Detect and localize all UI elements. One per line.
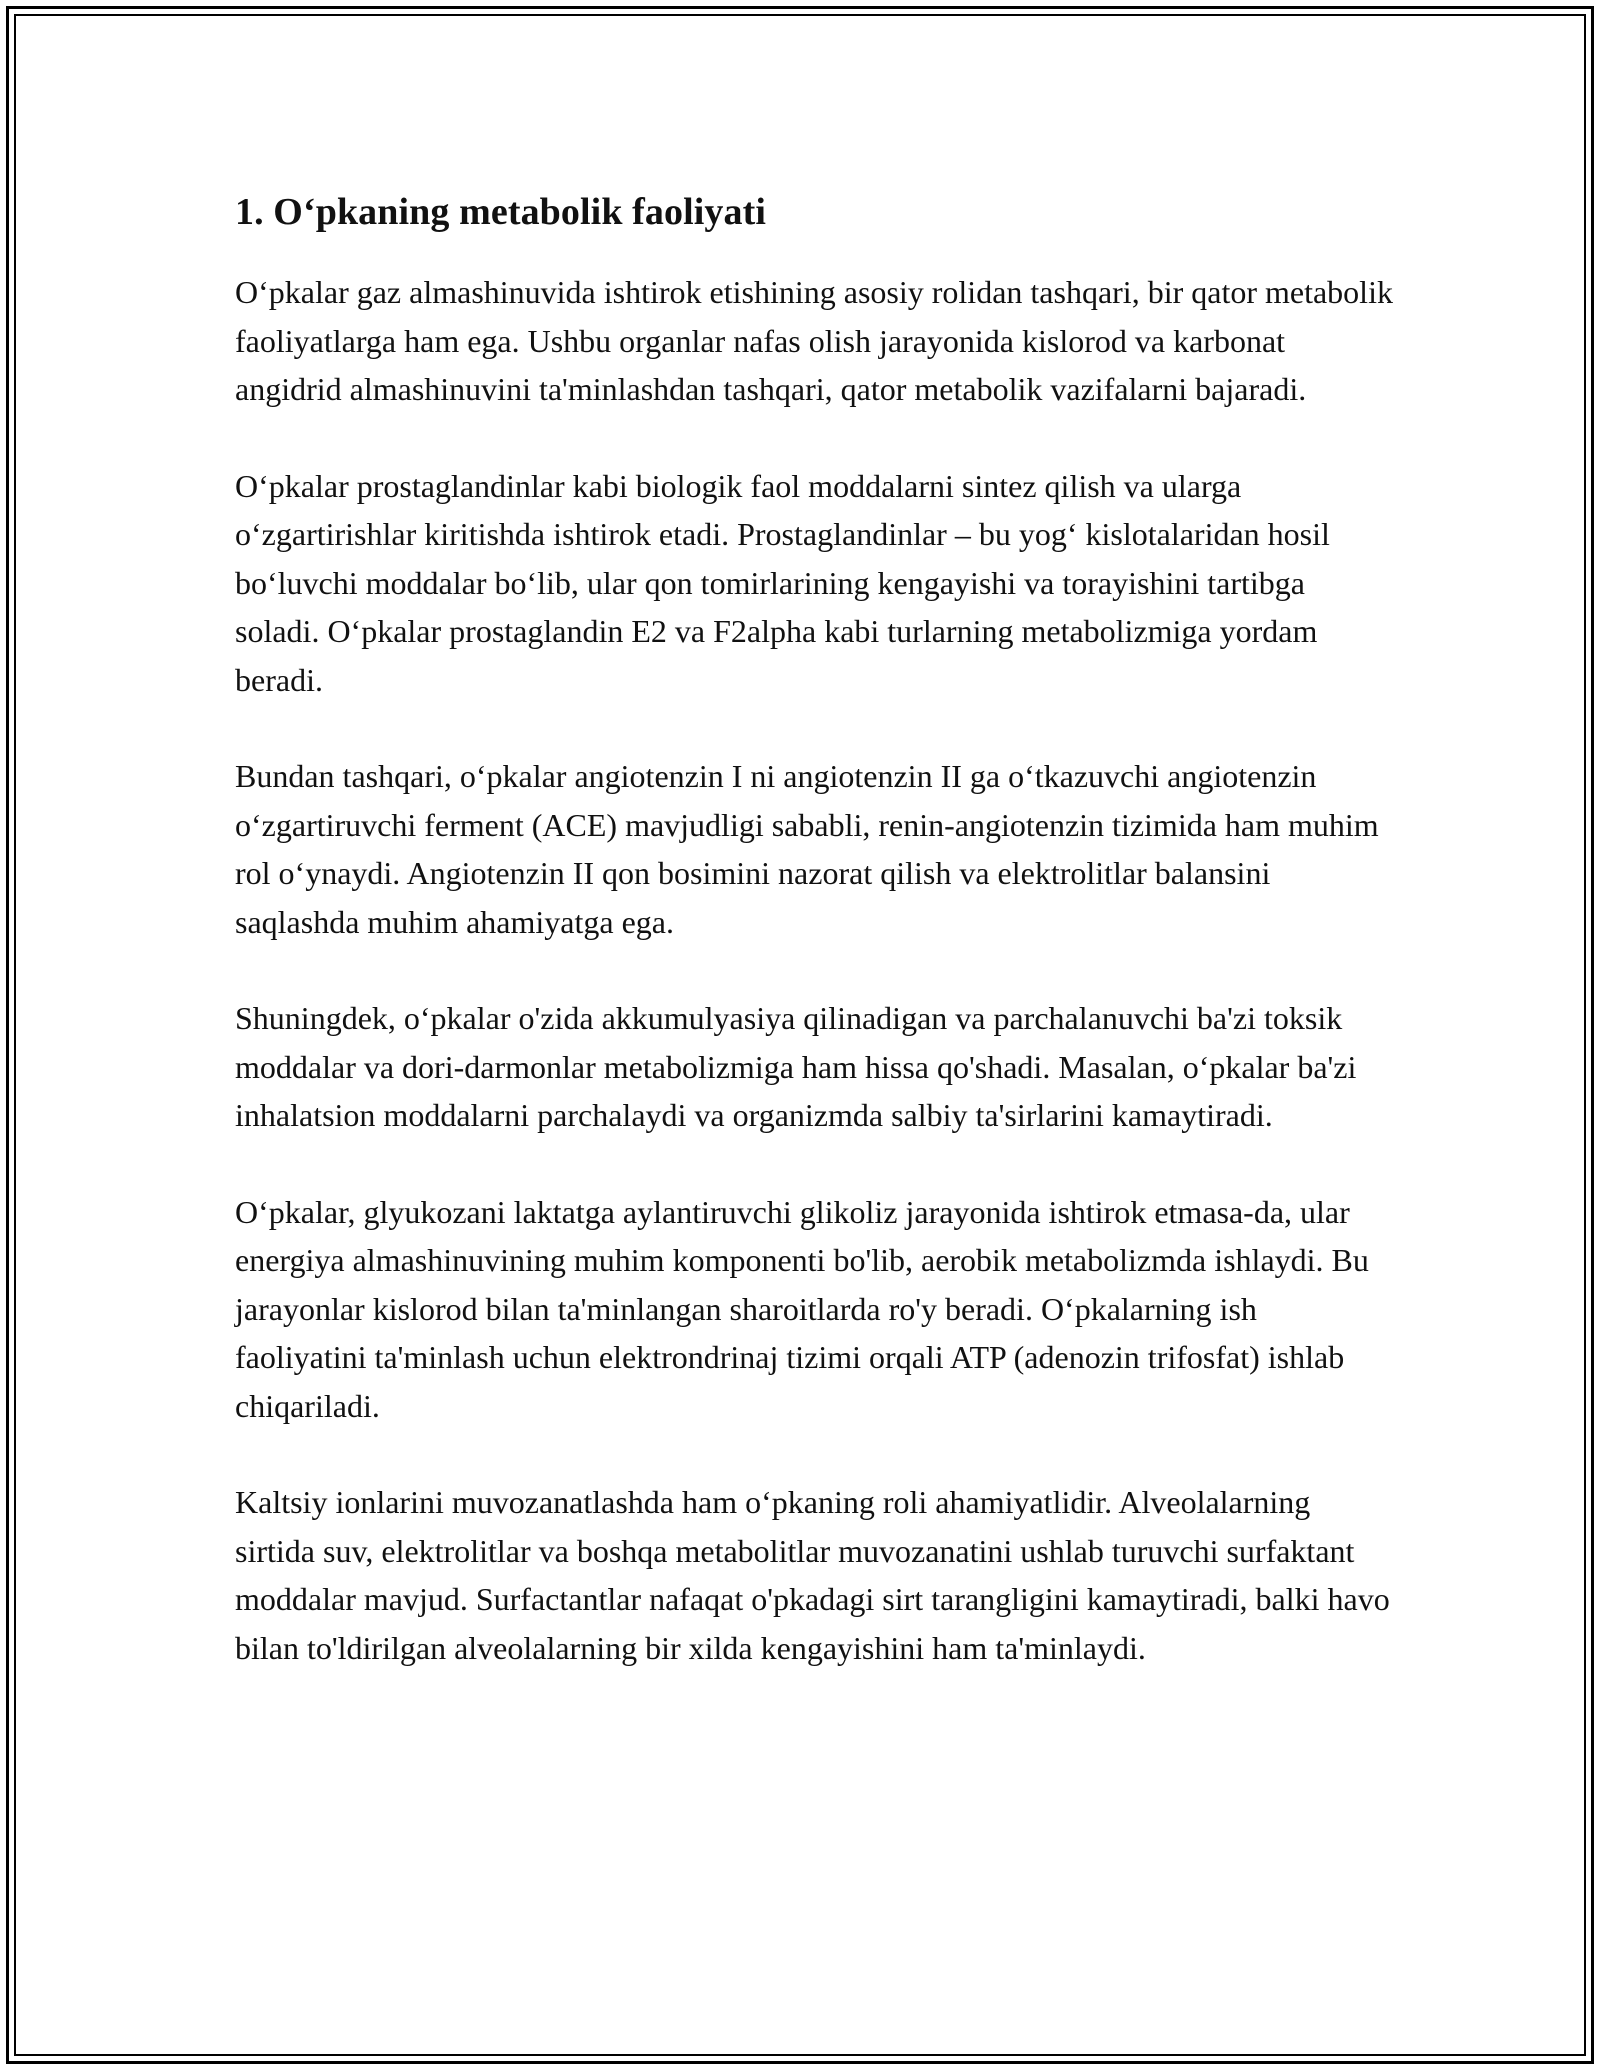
paragraph-5: O‘pkalar, glyukozani laktatga aylantiruvchi glikoliz jarayonida ishtirok etmasa-da, ular energiya almashinuvining muhim komponenti bo'lib, aerobik metabolizmda ishlaydi. Bu jarayonlar kislorod bilan ta'minlangan sharoitlarda ro'y beradi. O‘pkalarning ish faoliyatini ta'minlash uchun elektrondrinaj tizimi orqali ATP (adenozin trifosfat) ishlab chiqariladi. xyxy=(235,1193,1369,1424)
paragraph-3: Bundan tashqari, o‘pkalar angiotenzin I ni angiotenzin II ga o‘tkazuvchi angiotenzin o‘zgartiruvchi ferment (ACE) mavjudligi sababli, renin-angiotenzin tizimida ham muhim rol o‘ynaydi. Angiotenzin II qon bosimini nazorat qilish va elektrolitlar balansini saqlashda muhim ahamiyatga ega. xyxy=(235,758,1379,940)
paragraph-2: O‘pkalar prostaglandinlar kabi biologik faol moddalarni sintez qilish va ularga o‘zgartirishlar kiritishda ishtirok etadi. Prostaglandinlar – bu yog‘ kislotalaridan hosil bo‘luvchi moddalar bo‘lib, ular qon tomirlarining kengayishi va torayishini tartibga soladi. O‘pkalar prostaglandin E2 va F2alpha kabi turlarning metabolizmiga yordam beradi. xyxy=(235,467,1330,698)
document-title: 1. O‘pkaning metabolik faoliyati xyxy=(235,191,767,233)
paragraph-4: Shuningdek, o‘pkalar o'zida akkumulyasiya qilinadigan va parchalanuvchi ba'zi toksik moddalar va dori-darmonlar metabolizmiga ham hissa qo'shadi. Masalan, o‘pkalar ba'zi inhalatsion moddalarni parchalaydi va organizmda salbiy ta'sirlarini kamaytiradi. xyxy=(235,1000,1357,1133)
paragraph-6: Kaltsiy ionlarini muvozanatlashda ham o‘pkaning roli ahamiyatlidir. Alveolalarning sirtida suv, elektrolitlar va boshqa metabolitlar muvozanatini ushlab turuvchi surfaktant moddalar mavjud. Surfactantlar nafaqat o'pkadagi sirt tarangligini kamaytiradi, balki havo bilan to'ldirilgan alveolalarning bir xilda kengayishini ham ta'minlaydi. xyxy=(235,1484,1390,1666)
paragraph-1: O‘pkalar gaz almashinuvida ishtirok etishining asosiy rolidan tashqari, bir qator metabolik faoliyatlarga ham ega. Ushbu organlar nafas olish jarayonida kislorod va karbonat angidrid almashinuvini ta'minlashdan tashqari, qator metabolik vazifalarni bajaradi. xyxy=(235,274,1393,407)
document-body xyxy=(235,186,1395,1720)
